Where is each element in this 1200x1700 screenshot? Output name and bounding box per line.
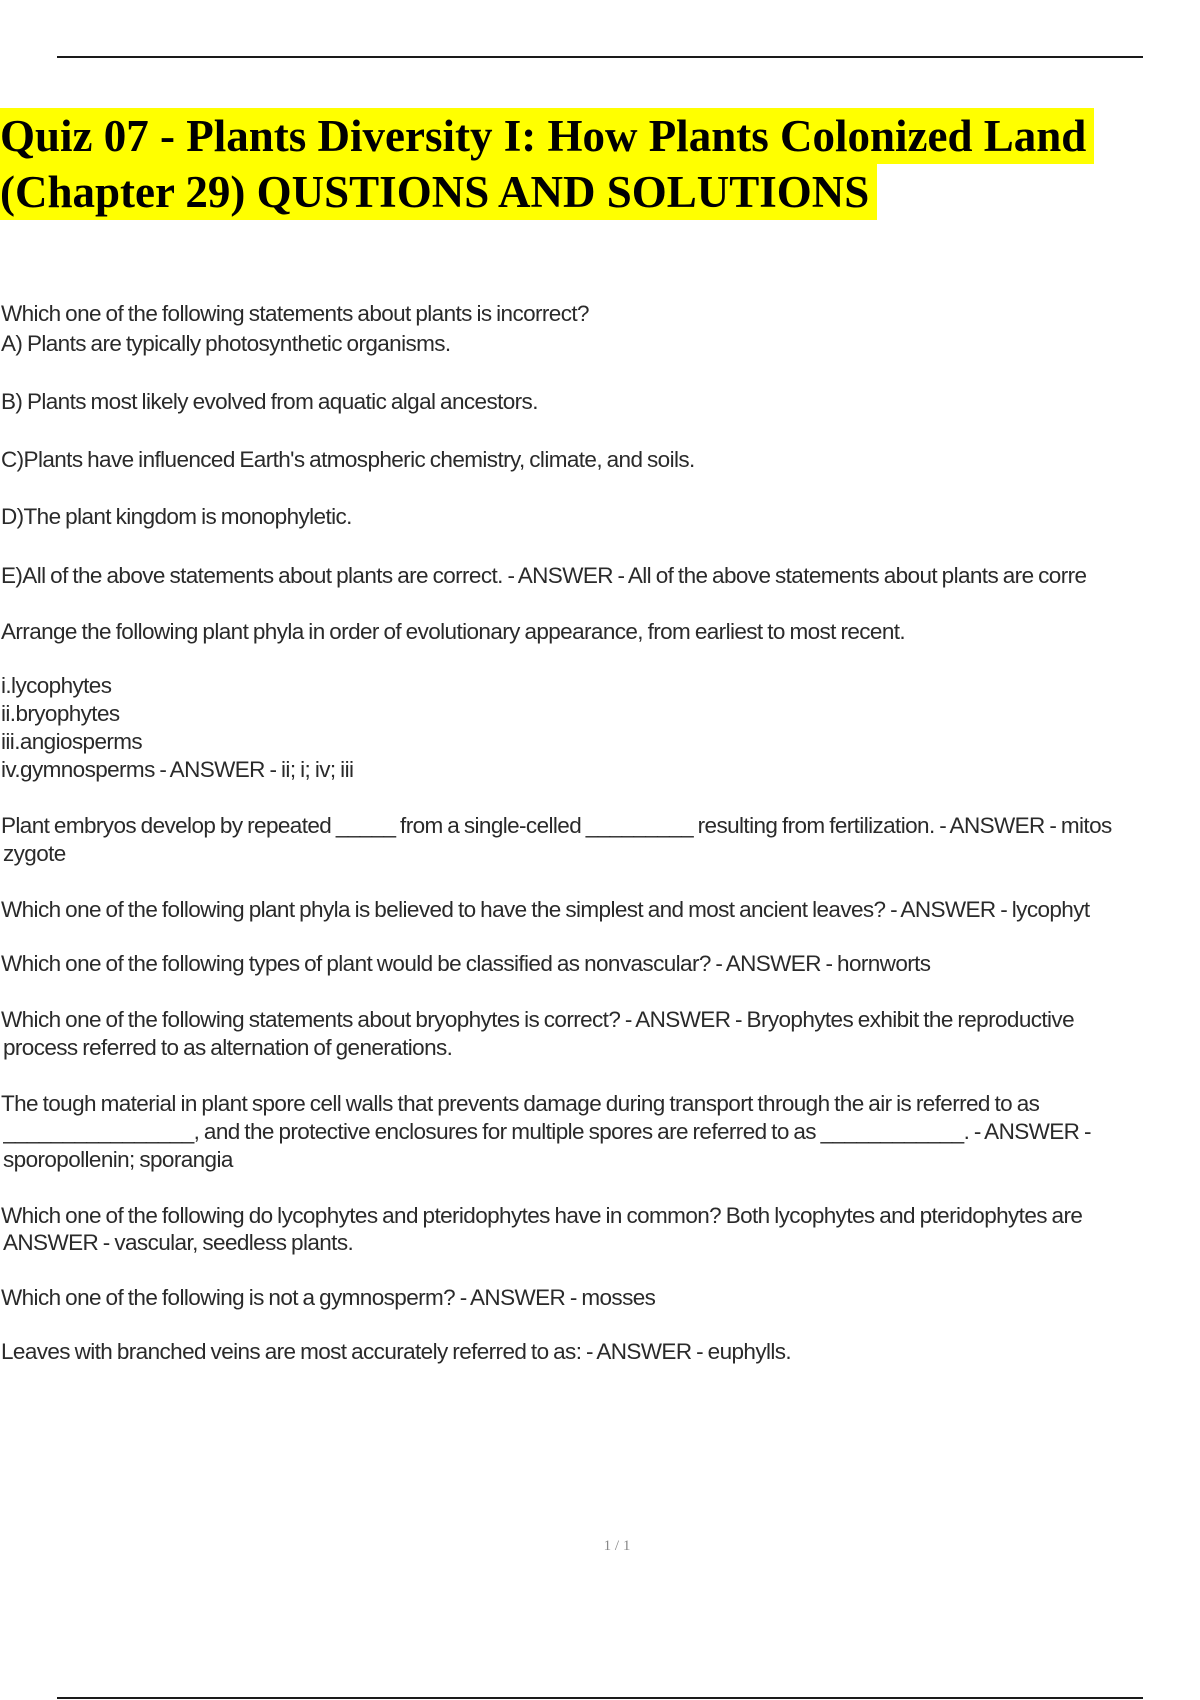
q3-line-2: zygote — [3, 841, 66, 866]
q1-option-e-answer: E)All of the above statements about plants are correct. - ANSWER - All of the above statements about plants are corre — [1, 563, 1087, 588]
q5-line: Which one of the following types of plant would be classified as nonvascular? - ANSWER - hornworts — [1, 951, 931, 976]
q4-line: Which one of the following plant phyla is believed to have the simplest and most ancient leaves? - ANSWER - lycophyt — [1, 897, 1090, 922]
q3-line-1: Plant embryos develop by repeated _____ from a single-celled _________ resulting from fertilization. - ANSWER - mitos — [1, 813, 1112, 838]
q8-line-1: Which one of the following do lycophytes and pteridophytes have in common? Both lycophytes and pteridophytes are — [1, 1203, 1083, 1228]
bottom-rule — [57, 1697, 1143, 1699]
page-number: 1 / 1 — [603, 1538, 631, 1554]
title-line-1: Quiz 07 - Plants Diversity I: How Plants Colonized Land — [0, 108, 1094, 164]
q2-item-iv-answer: iv.gymnosperms - ANSWER - ii; i; iv; iii — [1, 757, 354, 782]
q7-line-2: ________________, and the protective enclosures for multiple spores are referred to as ____________. - ANSWER - — [3, 1119, 1091, 1144]
q1-option-b: B) Plants most likely evolved from aquatic algal ancestors. — [1, 389, 538, 414]
q6-line-2: process referred to as alternation of generations. — [3, 1035, 453, 1060]
q6-line-1: Which one of the following statements about bryophytes is correct? - ANSWER - Bryophytes exhibit the reproductive — [1, 1007, 1074, 1032]
q2-item-iii: iii.angiosperms — [1, 729, 143, 754]
q2-item-i: i.lycophytes — [1, 673, 112, 698]
q10-line: Leaves with branched veins are most accurately referred to as: - ANSWER - euphylls. — [1, 1339, 792, 1364]
q8-line-2: ANSWER - vascular, seedless plants. — [3, 1230, 354, 1255]
q7-line-3: sporopollenin; sporangia — [3, 1147, 233, 1172]
q1-option-d: D)The plant kingdom is monophyletic. — [1, 504, 352, 529]
q1-option-c: C)Plants have influenced Earth's atmospheric chemistry, climate, and soils. — [1, 447, 695, 472]
document-title — [0, 108, 1200, 220]
q1-question: Which one of the following statements about plants is incorrect? — [1, 301, 589, 326]
top-rule — [57, 56, 1143, 58]
q2-question: Arrange the following plant phyla in order of evolutionary appearance, from earliest to most recent. — [1, 619, 906, 644]
q2-item-ii: ii.bryophytes — [1, 701, 120, 726]
title-line-2: (Chapter 29) QUSTIONS AND SOLUTIONS — [0, 164, 877, 220]
q7-line-1: The tough material in plant spore cell walls that prevents damage during transport through the air is referred to as — [1, 1091, 1040, 1116]
q9-line: Which one of the following is not a gymnosperm? - ANSWER - mosses — [1, 1285, 656, 1310]
q1-option-a: A) Plants are typically photosynthetic organisms. — [1, 331, 451, 356]
